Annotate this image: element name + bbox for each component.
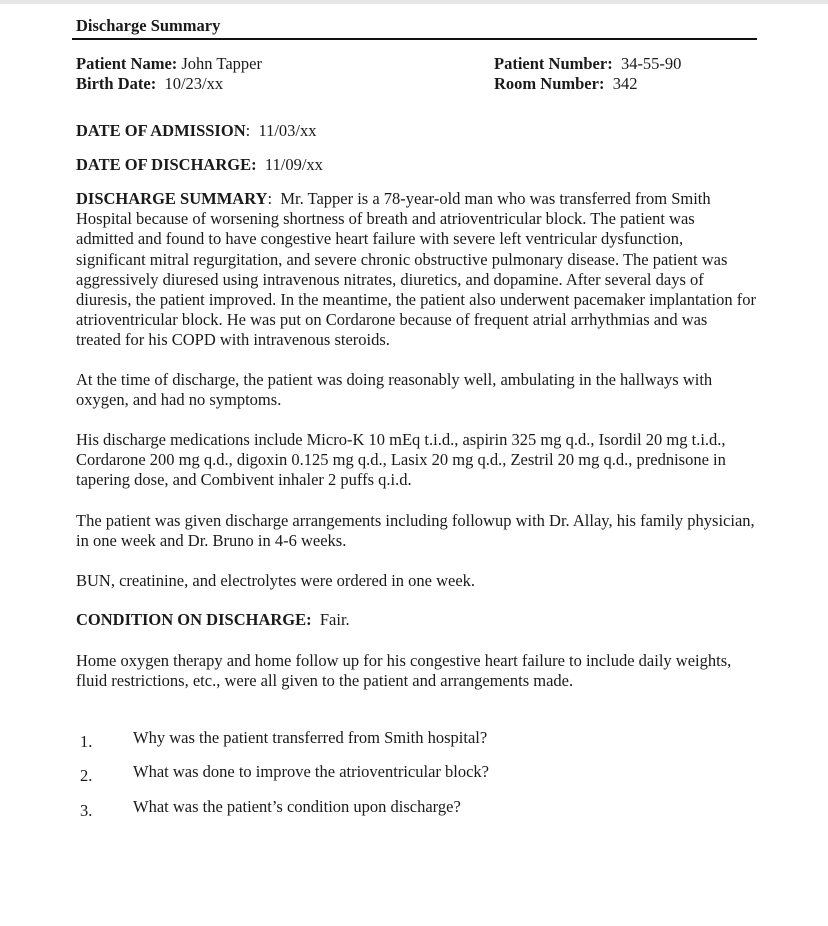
arrangements-paragraph: The patient was given discharge arrangements including followup with Dr. Allay, his family physician, in one week and Dr. Bruno in 4-6 weeks. <box>76 511 755 551</box>
question-text: What was the patient’s condition upon discharge? <box>133 797 461 816</box>
discharge-summary-colon: : <box>267 189 273 208</box>
patient-name-field <box>76 54 262 74</box>
patient-name-label: Patient Name: <box>76 54 178 73</box>
admission-date-colon: : <box>245 121 251 140</box>
title-divider <box>72 38 757 40</box>
discharge-date-field <box>76 155 323 175</box>
discharge-status-paragraph: At the time of discharge, the patient was doing reasonably well, ambulating in the hallways with oxygen, and had no symptoms. <box>76 370 713 410</box>
patient-number-value: 34-55-90 <box>620 54 682 73</box>
page-top-edge <box>0 0 828 4</box>
admission-date-value: 11/03/xx <box>258 121 317 140</box>
question-number: 1. <box>80 732 93 751</box>
labs-paragraph: BUN, creatinine, and electrolytes were ordered in one week. <box>76 571 476 590</box>
room-number-label: Room Number: <box>494 74 605 93</box>
question-text: Why was the patient transferred from Smith hospital? <box>133 728 488 747</box>
condition-value: Fair. <box>319 610 350 629</box>
room-number-field <box>494 74 637 94</box>
discharge-date-value: 11/09/xx <box>264 155 323 174</box>
birth-date-value: 10/23/xx <box>164 74 224 93</box>
birth-date-label: Birth Date: <box>76 74 157 93</box>
question-text: What was done to improve the atrioventricular block? <box>133 762 489 781</box>
patient-name-value: John Tapper <box>181 54 262 73</box>
question-number: 3. <box>80 801 93 820</box>
room-number-value: 342 <box>612 74 638 93</box>
discharge-date-label: DATE OF DISCHARGE: <box>76 155 257 174</box>
admission-date-label: DATE OF ADMISSION <box>76 121 246 140</box>
condition-label: CONDITION ON DISCHARGE: <box>76 610 312 629</box>
discharge-summary-text: Mr. Tapper is a 78-year-old man who was transferred from Smith Hospital because of worsening shortness of breath and atrioventricular block. The patient was admitted and found to have congestive heart failure with severe left ventricular dysfunction, significant mitral regurgitation, and severe chronic obstructive pulmonary disease. The patient was aggressively diuresed using intravenous nitrates, diuretics, and dopamine. After several days of diuresis, the patient improved. In the meantime, the patient also underwent pacemaker implantation for atrioventricular block. He was put on Cordarone because of frequent atrial arrhythmias and was treated for his COPD with intravenous steroids. <box>76 189 756 350</box>
document-title: Discharge Summary <box>76 16 221 35</box>
discharge-summary-label: DISCHARGE SUMMARY <box>76 189 268 208</box>
patient-number-field <box>494 54 681 74</box>
admission-date-field <box>76 121 317 141</box>
medications-paragraph: His discharge medications include Micro-K 10 mEq t.i.d., aspirin 325 mg q.d., Isordil 20 mg t.i.d., Cordarone 200 mg q.d., digoxin 0.125 mg q.d., Lasix 20 mg q.d., Zestril 20 mg q.d., prednisone in tapering dose, and Combivent inhaler 2 puffs q.i.d. <box>76 430 726 490</box>
condition-field <box>76 610 350 630</box>
birth-date-field <box>76 74 223 94</box>
discharge-summary-paragraph <box>76 189 756 351</box>
patient-number-label: Patient Number: <box>494 54 613 73</box>
question-number: 2. <box>80 766 93 785</box>
home-care-paragraph: Home oxygen therapy and home follow up for his congestive heart failure to include daily weights, fluid restrictions, etc., were all given to the patient and arrangements made. <box>76 651 732 691</box>
